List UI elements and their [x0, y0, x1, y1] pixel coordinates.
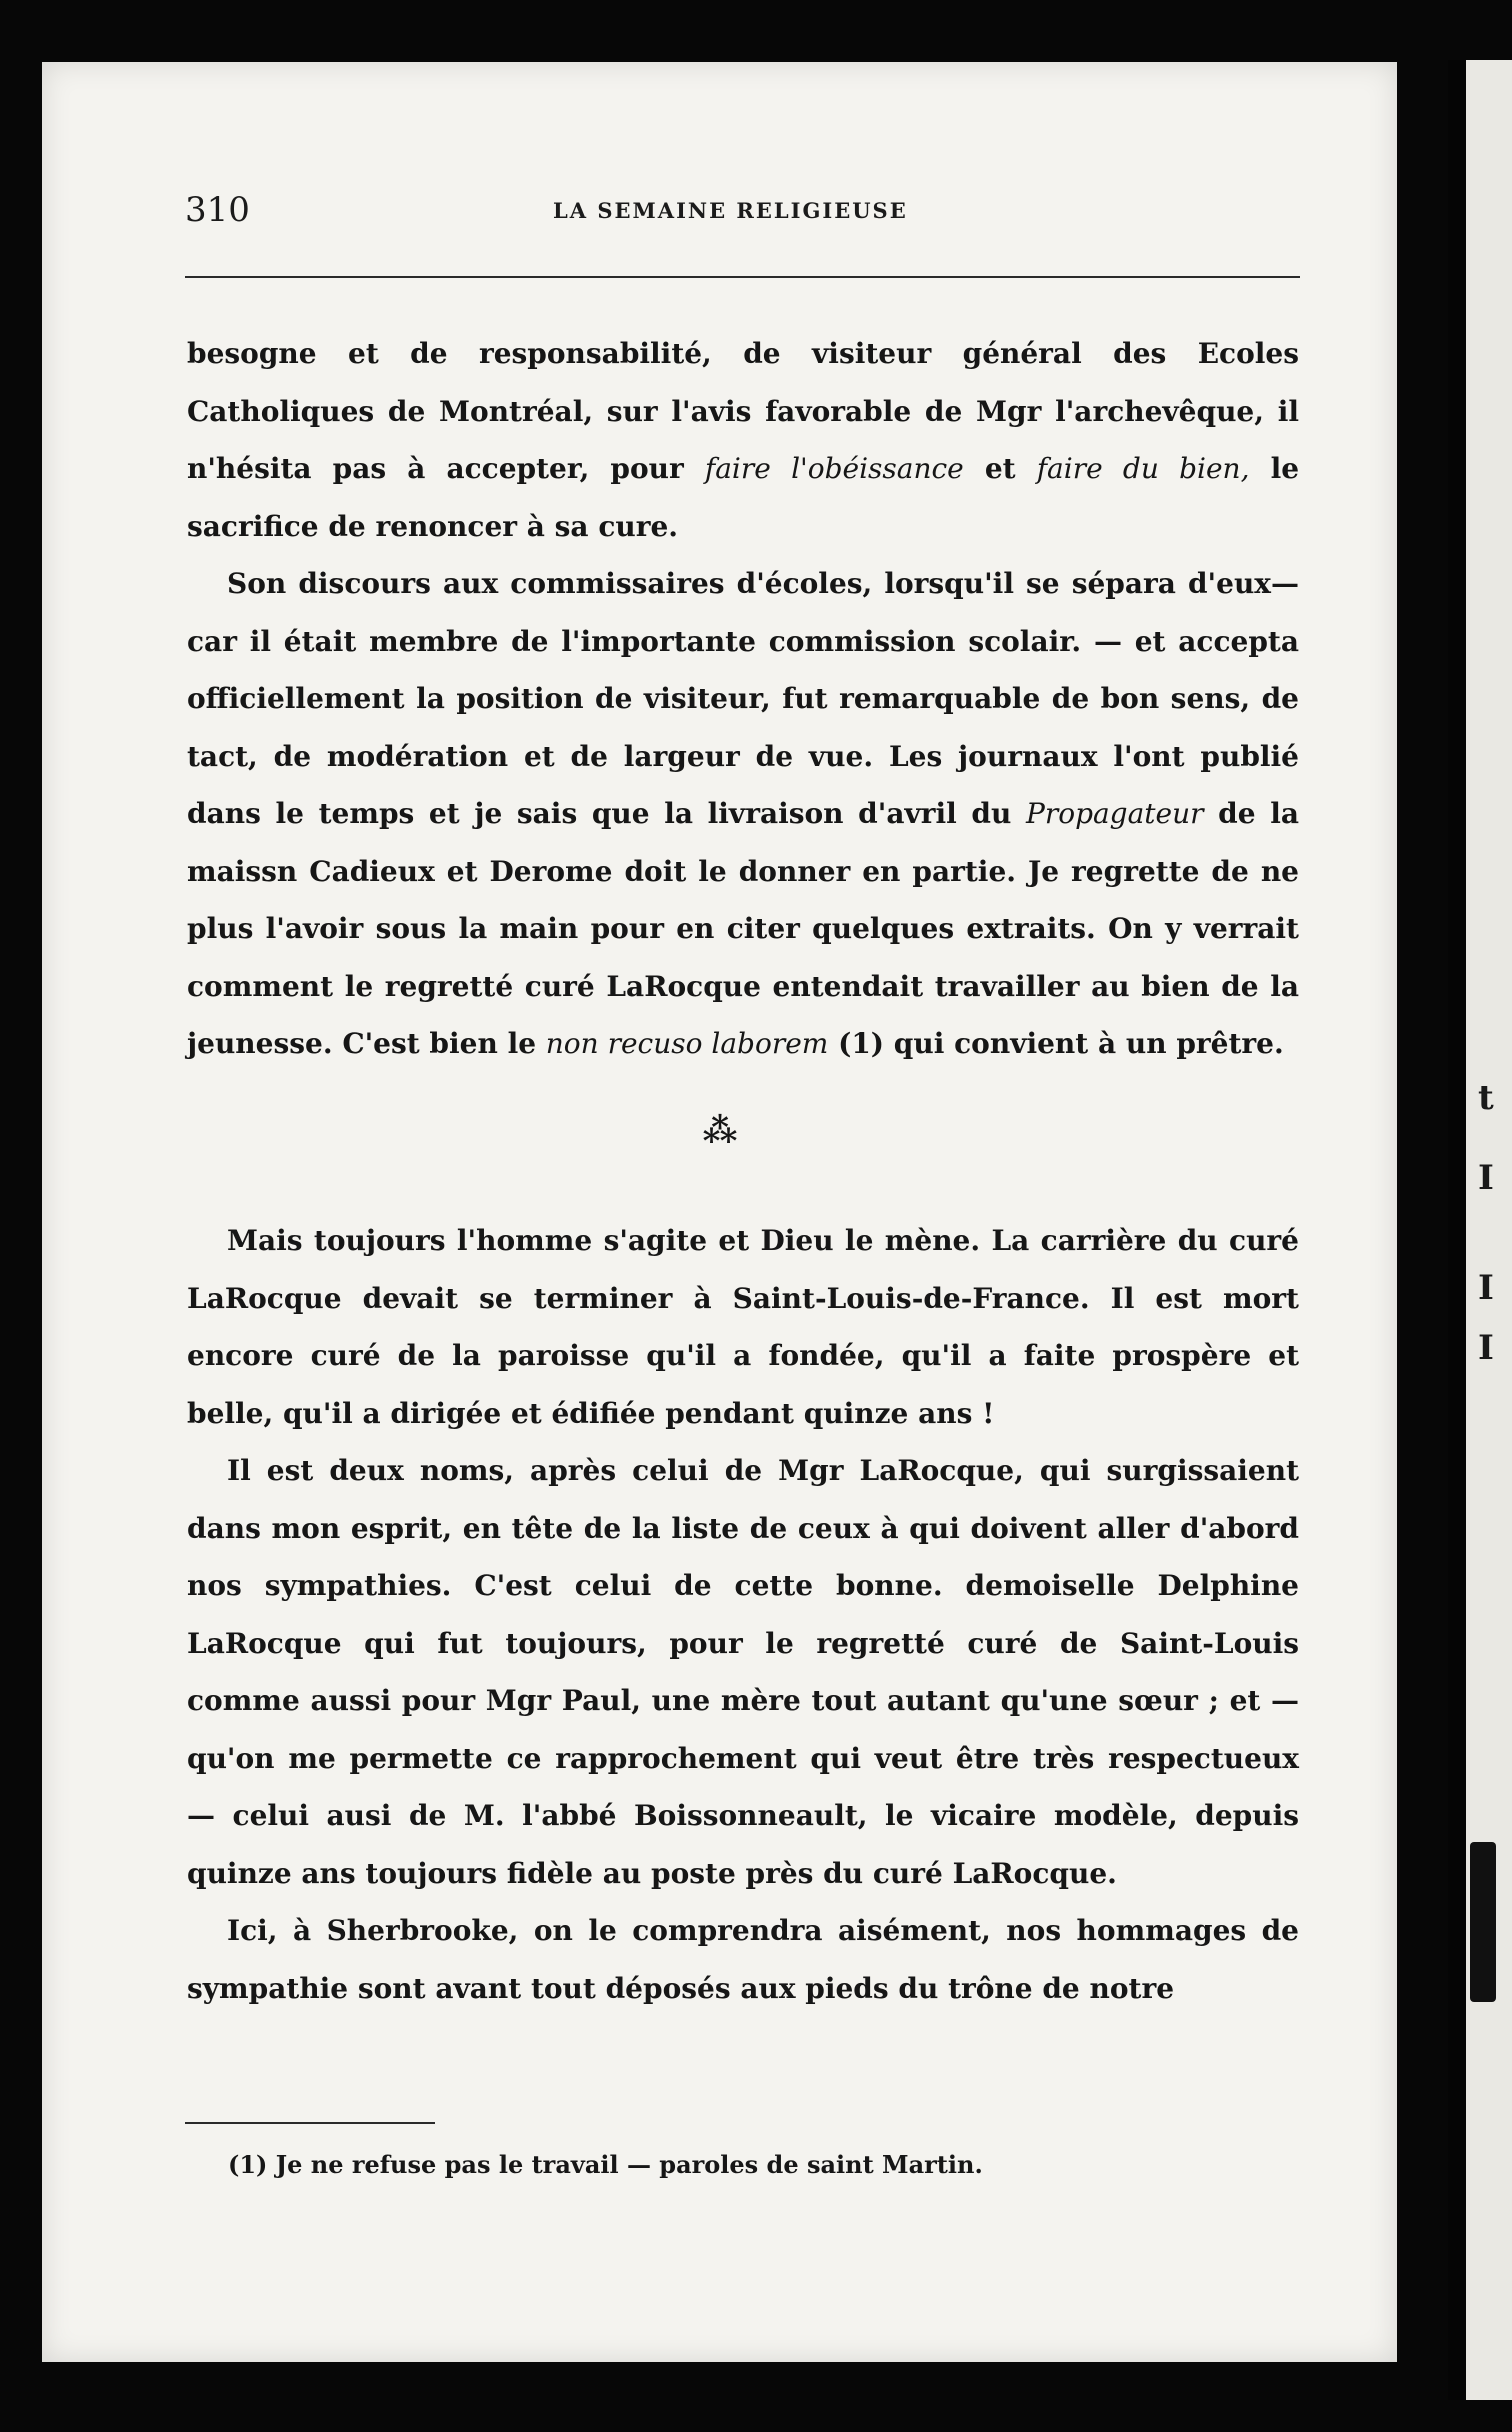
page-header — [185, 190, 1305, 250]
adjacent-page-edge — [1448, 60, 1512, 2400]
running-head: LA SEMAINE RELIGIEUSE — [553, 198, 908, 223]
footnote-rule — [185, 2122, 435, 2124]
body-text-part-2 — [187, 1212, 1299, 2017]
adjacent-page-fragment: I — [1478, 1158, 1494, 1198]
paragraph — [187, 555, 1299, 1073]
text-run: et — [963, 452, 1037, 485]
text-run: Son discours aux commissaires d'écoles, lorsqu'il se sépara d'eux—car il était membre de l'importante commission scolair. — et accepta officiellement la position de visiteur, fut remarquable de bon sens, de tact, de modération et de largeur de vue. Les journaux l'ont publié dans le temps et je sais que la livraison d'avril du — [187, 567, 1299, 830]
footnote: (1) Je ne refuse pas le travail — paroles de saint Martin. — [228, 2150, 983, 2179]
italic-text: non recuso laborem — [545, 1027, 829, 1060]
page-number: 310 — [185, 190, 250, 230]
text-run: de la maissn Cadieux et Derome doit le donner en partie. Je regrette de ne plus l'avoir sous la main pour en citer quelques extraits. On y verrait comment le regretté curé LaRocque entendait travailler au bien de la jeunesse. C'est bien le — [187, 797, 1299, 1060]
paragraph: Il est deux noms, après celui de Mgr LaRocque, qui surgissaient dans mon esprit, en tête de la liste de ceux à qui doivent aller d'abord nos sympathies. C'est celui de cette bonne. demoiselle Delphine LaRocque qui fut toujours, pour le regretté curé de Saint-Louis comme aussi pour Mgr Paul, une mère tout autant qu'une sœur ; et — qu'on me permette ce rapprochement qui veut être très respectueux — celui ausi de M. l'abbé Boissonneault, le vicaire modèle, depuis quinze ans toujours fidèle au poste près du curé LaRocque. — [187, 1454, 1299, 1890]
italic-text: faire du bien, — [1036, 452, 1250, 485]
section-asterism: ⁂ — [702, 1111, 738, 1151]
italic-text: faire l'obéissance — [704, 452, 964, 485]
adjacent-page-fragment: I — [1478, 1328, 1494, 1368]
paragraph — [187, 325, 1299, 555]
body-text-part-1 — [187, 325, 1299, 1073]
italic-text: Propagateur — [1025, 797, 1204, 830]
paragraph: Mais toujours l'homme s'agite et Dieu le mène. La carrière du curé LaRocque devait se terminer à Saint-Louis-de-France. Il est mort encore curé de la paroisse qu'il a fondée, qu'il a faite prospère et belle, qu'il a dirigée et édifiée pendant quinze ans ! — [187, 1224, 1299, 1430]
page-tab-marker — [1470, 1842, 1496, 2002]
text-run: le sacrifice de renoncer à sa cure. — [187, 452, 1300, 543]
text-run: (1) qui convient à un prêtre. — [828, 1027, 1284, 1060]
paragraph: Ici, à Sherbrooke, on le comprendra aisément, nos hommages de sympathie sont avant tout déposés aux pieds du trône de notre — [187, 1914, 1299, 2005]
adjacent-page-fragment: I — [1478, 1268, 1494, 1308]
text-run: besogne et de responsabilité, de visiteur général des Ecoles Catholiques de Montréal, sur l'avis favorable de Mgr l'archevêque, il n'hésita pas à accepter, pour — [187, 337, 1299, 485]
adjacent-page-fragment: t — [1478, 1078, 1494, 1118]
page-gutter — [1448, 60, 1466, 2400]
header-rule — [185, 276, 1300, 278]
